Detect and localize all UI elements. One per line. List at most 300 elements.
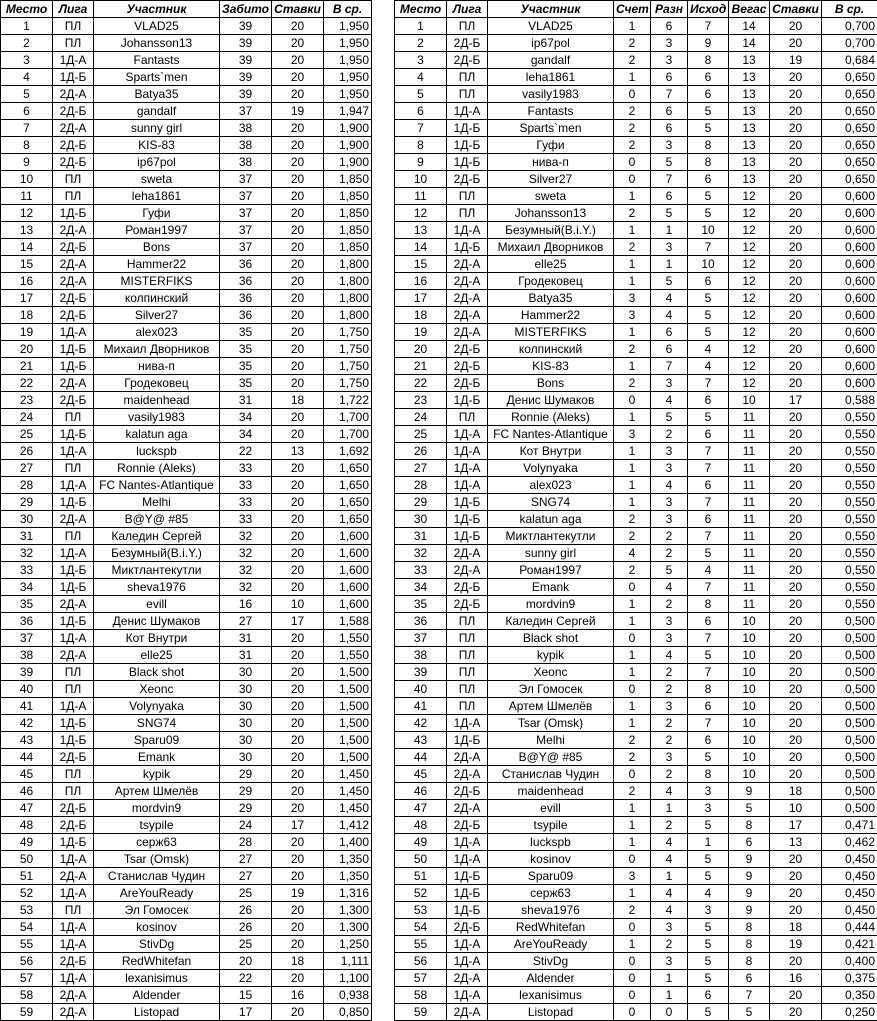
cell-place: 33 [395, 562, 447, 579]
table-row [1, 953, 372, 970]
table-row [1, 596, 372, 613]
table-row [395, 171, 877, 188]
cell-score: 2 [614, 341, 651, 358]
cell-average: 1,111 [324, 953, 372, 970]
cell-league: 2Д-А [447, 1004, 488, 1021]
cell-vegas: 10 [729, 613, 770, 630]
cell-outcome: 5 [688, 749, 729, 766]
cell-average: 1,600 [324, 545, 372, 562]
cell-bets: 20 [272, 630, 324, 647]
cell-participant: mordvin9 [94, 800, 220, 817]
cell-outcome: 6 [688, 477, 729, 494]
cell-vegas: 13 [729, 52, 770, 69]
cell-scored: 26 [220, 919, 272, 936]
cell-league: 2Д-А [447, 562, 488, 579]
cell-vegas: 11 [729, 477, 770, 494]
cell-score: 2 [614, 52, 651, 69]
table-row [395, 188, 877, 205]
cell-participant: Михаил Дворников [94, 341, 220, 358]
cell-average: 0,450 [822, 885, 877, 902]
cell-average: 1,950 [324, 86, 372, 103]
cell-league: 1Д-А [447, 443, 488, 460]
cell-vegas: 5 [729, 1004, 770, 1021]
cell-average: 1,650 [324, 477, 372, 494]
cell-average: 1,450 [324, 800, 372, 817]
cell-score: 1 [614, 936, 651, 953]
header-bets: Ставки [272, 1, 324, 18]
cell-bets: 20 [770, 885, 822, 902]
cell-average: 0,600 [822, 205, 877, 222]
cell-bets: 20 [770, 273, 822, 290]
cell-average: 1,650 [324, 460, 372, 477]
cell-league: 2Д-Б [447, 596, 488, 613]
cell-outcome: 6 [688, 987, 729, 1004]
cell-scored: 26 [220, 902, 272, 919]
cell-scored: 25 [220, 936, 272, 953]
cell-scored: 29 [220, 766, 272, 783]
cell-league: 2Д-Б [53, 392, 94, 409]
cell-participant: kosinov [94, 919, 220, 936]
cell-league: 1Д-Б [53, 69, 94, 86]
cell-score: 1 [614, 715, 651, 732]
cell-participant: Безумный(B.i.Y.) [488, 222, 614, 239]
table-row [1, 545, 372, 562]
cell-place: 3 [395, 52, 447, 69]
cell-league: 2Д-А [447, 290, 488, 307]
cell-scored: 36 [220, 290, 272, 307]
cell-bets: 20 [272, 919, 324, 936]
cell-average: 0,650 [822, 137, 877, 154]
table-row [395, 902, 877, 919]
cell-participant: Aldender [94, 987, 220, 1004]
cell-bets: 20 [770, 188, 822, 205]
table-row [1, 630, 372, 647]
table-row [395, 919, 877, 936]
cell-average: 0,500 [822, 681, 877, 698]
cell-participant: Tsar (Omsk) [488, 715, 614, 732]
cell-participant: Melhi [94, 494, 220, 511]
cell-participant: alex023 [94, 324, 220, 341]
cell-league: ПЛ [447, 188, 488, 205]
cell-league: 2Д-Б [447, 358, 488, 375]
cell-league: ПЛ [447, 630, 488, 647]
table-row [1, 205, 372, 222]
cell-league: 2Д-А [447, 749, 488, 766]
cell-score: 1 [614, 222, 651, 239]
cell-bets: 20 [770, 647, 822, 664]
cell-vegas: 9 [729, 783, 770, 800]
cell-participant: Emank [488, 579, 614, 596]
cell-participant: ip67pol [94, 154, 220, 171]
cell-score: 1 [614, 800, 651, 817]
cell-average: 1,500 [324, 749, 372, 766]
cell-league: 2Д-А [53, 222, 94, 239]
cell-diff: 2 [651, 766, 688, 783]
cell-average: 1,950 [324, 18, 372, 35]
cell-scored: 22 [220, 970, 272, 987]
cell-score: 1 [614, 273, 651, 290]
cell-league: 2Д-А [447, 800, 488, 817]
cell-bets: 20 [272, 936, 324, 953]
cell-average: 0,500 [822, 800, 877, 817]
cell-place: 37 [395, 630, 447, 647]
cell-place: 32 [1, 545, 53, 562]
cell-average: 0,462 [822, 834, 877, 851]
cell-bets: 20 [770, 868, 822, 885]
cell-scored: 32 [220, 528, 272, 545]
cell-score: 3 [614, 290, 651, 307]
cell-diff: 3 [651, 749, 688, 766]
cell-scored: 27 [220, 613, 272, 630]
cell-diff: 4 [651, 851, 688, 868]
cell-score: 1 [614, 885, 651, 902]
cell-league: ПЛ [447, 18, 488, 35]
cell-place: 11 [395, 188, 447, 205]
cell-place: 34 [1, 579, 53, 596]
cell-average: 0,700 [822, 18, 877, 35]
cell-league: ПЛ [53, 18, 94, 35]
cell-diff: 5 [651, 562, 688, 579]
table-row [395, 256, 877, 273]
cell-participant: kypik [94, 766, 220, 783]
table-row [395, 613, 877, 630]
cell-place: 55 [1, 936, 53, 953]
cell-outcome: 3 [688, 800, 729, 817]
cell-participant: elle25 [94, 647, 220, 664]
cell-scored: 38 [220, 137, 272, 154]
cell-outcome: 10 [688, 222, 729, 239]
header-score: Счет [614, 1, 651, 18]
cell-participant: нива-п [488, 154, 614, 171]
cell-place: 42 [395, 715, 447, 732]
cell-participant: kosinov [488, 851, 614, 868]
table-row [1, 766, 372, 783]
cell-participant: Listopad [94, 1004, 220, 1021]
cell-participant: Роман1997 [94, 222, 220, 239]
cell-league: ПЛ [447, 86, 488, 103]
table-row [1, 902, 372, 919]
cell-bets: 20 [272, 205, 324, 222]
table-row [1, 222, 372, 239]
cell-participant: Xeonc [488, 664, 614, 681]
table-row [395, 18, 877, 35]
cell-participant: Listopad [488, 1004, 614, 1021]
cell-bets: 20 [770, 307, 822, 324]
cell-vegas: 12 [729, 222, 770, 239]
cell-league: 2Д-Б [447, 919, 488, 936]
cell-diff: 5 [651, 409, 688, 426]
cell-league: 1Д-А [447, 851, 488, 868]
cell-vegas: 7 [729, 987, 770, 1004]
cell-vegas: 13 [729, 86, 770, 103]
cell-vegas: 12 [729, 256, 770, 273]
cell-scored: 30 [220, 664, 272, 681]
cell-vegas: 13 [729, 137, 770, 154]
table-row [395, 647, 877, 664]
cell-place: 53 [1, 902, 53, 919]
cell-vegas: 11 [729, 460, 770, 477]
cell-place: 50 [1, 851, 53, 868]
cell-bets: 20 [770, 103, 822, 120]
cell-diff: 5 [651, 205, 688, 222]
cell-league: 1Д-А [53, 919, 94, 936]
cell-league: 1Д-А [53, 698, 94, 715]
cell-league: 2Д-Б [53, 137, 94, 154]
cell-average: 1,316 [324, 885, 372, 902]
cell-score: 1 [614, 324, 651, 341]
cell-vegas: 11 [729, 545, 770, 562]
cell-average: 0,588 [822, 392, 877, 409]
cell-scored: 33 [220, 511, 272, 528]
cell-outcome: 5 [688, 647, 729, 664]
cell-league: 1Д-А [447, 987, 488, 1004]
cell-place: 25 [395, 426, 447, 443]
cell-place: 21 [1, 358, 53, 375]
cell-score: 1 [614, 647, 651, 664]
cell-outcome: 1 [688, 834, 729, 851]
cell-score: 2 [614, 511, 651, 528]
table-row [395, 120, 877, 137]
cell-participant: MISTERFIKS [94, 273, 220, 290]
cell-bets: 20 [272, 307, 324, 324]
cell-bets: 20 [770, 613, 822, 630]
cell-participant: FC Nantes-Atlantique [94, 477, 220, 494]
cell-outcome: 9 [688, 35, 729, 52]
cell-bets: 20 [770, 324, 822, 341]
cell-participant: Миктлантекутли [94, 562, 220, 579]
cell-league: 1Д-А [53, 885, 94, 902]
cell-participant: lexanisimus [94, 970, 220, 987]
cell-average: 1,900 [324, 154, 372, 171]
cell-diff: 6 [651, 103, 688, 120]
cell-outcome: 5 [688, 953, 729, 970]
cell-league: ПЛ [447, 613, 488, 630]
cell-place: 3 [1, 52, 53, 69]
cell-bets: 20 [770, 715, 822, 732]
header-average: В ср. [324, 1, 372, 18]
cell-average: 0,400 [822, 953, 877, 970]
cell-league: 1Д-А [53, 545, 94, 562]
cell-place: 5 [395, 86, 447, 103]
cell-score: 1 [614, 698, 651, 715]
cell-average: 0,500 [822, 613, 877, 630]
cell-diff: 2 [651, 817, 688, 834]
cell-bets: 20 [272, 715, 324, 732]
cell-outcome: 4 [688, 358, 729, 375]
cell-participant: Batya35 [94, 86, 220, 103]
cell-participant: maidenhead [488, 783, 614, 800]
cell-place: 53 [395, 902, 447, 919]
cell-participant: SNG74 [94, 715, 220, 732]
cell-bets: 20 [272, 409, 324, 426]
cell-average: 1,700 [324, 409, 372, 426]
cell-outcome: 7 [688, 494, 729, 511]
cell-outcome: 7 [688, 375, 729, 392]
cell-league: 1Д-А [447, 103, 488, 120]
table-row [1, 375, 372, 392]
table-row [395, 664, 877, 681]
cell-bets: 20 [272, 783, 324, 800]
cell-average: 1,950 [324, 35, 372, 52]
table-row [395, 1004, 877, 1021]
cell-bets: 20 [770, 630, 822, 647]
cell-participant: Bons [488, 375, 614, 392]
cell-league: ПЛ [53, 171, 94, 188]
cell-league: 2Д-Б [53, 749, 94, 766]
cell-place: 28 [1, 477, 53, 494]
cell-participant: B@Y@ #85 [94, 511, 220, 528]
cell-league: 1Д-Б [447, 392, 488, 409]
cell-league: 1Д-А [447, 460, 488, 477]
cell-score: 2 [614, 103, 651, 120]
cell-score: 2 [614, 35, 651, 52]
cell-league: ПЛ [447, 205, 488, 222]
cell-scored: 31 [220, 647, 272, 664]
table-row [395, 324, 877, 341]
cell-place: 43 [395, 732, 447, 749]
cell-place: 41 [395, 698, 447, 715]
table-row [1, 409, 372, 426]
cell-diff: 3 [651, 375, 688, 392]
cell-league: 2Д-Б [53, 154, 94, 171]
cell-average: 1,550 [324, 630, 372, 647]
cell-league: ПЛ [53, 528, 94, 545]
cell-bets: 20 [770, 290, 822, 307]
cell-vegas: 14 [729, 18, 770, 35]
cell-place: 27 [395, 460, 447, 477]
table-row [1, 154, 372, 171]
cell-bets: 20 [770, 987, 822, 1004]
cell-score: 1 [614, 596, 651, 613]
cell-place: 31 [1, 528, 53, 545]
cell-bets: 20 [272, 18, 324, 35]
cell-diff: 4 [651, 290, 688, 307]
cell-scored: 35 [220, 324, 272, 341]
cell-place: 33 [1, 562, 53, 579]
cell-vegas: 12 [729, 375, 770, 392]
table-row [395, 596, 877, 613]
cell-average: 1,400 [324, 834, 372, 851]
table-row [395, 800, 877, 817]
cell-scored: 16 [220, 596, 272, 613]
cell-participant: Black shot [488, 630, 614, 647]
cell-league: ПЛ [447, 409, 488, 426]
cell-diff: 6 [651, 324, 688, 341]
cell-place: 47 [1, 800, 53, 817]
cell-bets: 20 [770, 766, 822, 783]
cell-diff: 3 [651, 698, 688, 715]
cell-score: 0 [614, 766, 651, 783]
cell-place: 44 [1, 749, 53, 766]
cell-place: 36 [395, 613, 447, 630]
cell-bets: 20 [272, 1004, 324, 1021]
cell-bets: 20 [770, 528, 822, 545]
table-row [1, 987, 372, 1004]
table-row [395, 562, 877, 579]
cell-place: 35 [1, 596, 53, 613]
cell-place: 19 [1, 324, 53, 341]
cell-diff: 1 [651, 256, 688, 273]
header-vegas: Вегас [729, 1, 770, 18]
cell-outcome: 3 [688, 783, 729, 800]
cell-average: 1,692 [324, 443, 372, 460]
cell-league: 1Д-А [447, 477, 488, 494]
cell-outcome: 7 [688, 239, 729, 256]
cell-place: 39 [1, 664, 53, 681]
cell-score: 2 [614, 239, 651, 256]
cell-bets: 20 [272, 358, 324, 375]
table-row [395, 341, 877, 358]
table-row [395, 834, 877, 851]
cell-score: 1 [614, 358, 651, 375]
cell-diff: 6 [651, 188, 688, 205]
cell-outcome: 8 [688, 52, 729, 69]
cell-outcome: 5 [688, 817, 729, 834]
cell-vegas: 11 [729, 579, 770, 596]
cell-bets: 20 [770, 239, 822, 256]
cell-bets: 20 [272, 800, 324, 817]
cell-league: 2Д-А [53, 647, 94, 664]
table-row [1, 307, 372, 324]
cell-bets: 20 [272, 239, 324, 256]
cell-participant: KIS-83 [488, 358, 614, 375]
cell-bets: 20 [770, 494, 822, 511]
header-league: Лига [53, 1, 94, 18]
cell-score: 1 [614, 477, 651, 494]
cell-league: ПЛ [447, 664, 488, 681]
cell-average: 1,850 [324, 171, 372, 188]
cell-average: 1,600 [324, 579, 372, 596]
cell-outcome: 5 [688, 188, 729, 205]
cell-average: 1,750 [324, 358, 372, 375]
cell-league: 1Д-А [447, 953, 488, 970]
cell-place: 45 [1, 766, 53, 783]
cell-score: 0 [614, 171, 651, 188]
table-row [1, 358, 372, 375]
table-row [395, 137, 877, 154]
cell-place: 42 [1, 715, 53, 732]
cell-league: 1Д-Б [53, 732, 94, 749]
cell-scored: 37 [220, 222, 272, 239]
cell-league: 1Д-А [447, 936, 488, 953]
cell-scored: 30 [220, 715, 272, 732]
cell-outcome: 7 [688, 579, 729, 596]
cell-vegas: 10 [729, 766, 770, 783]
cell-outcome: 7 [688, 528, 729, 545]
cell-diff: 6 [651, 69, 688, 86]
cell-place: 58 [395, 987, 447, 1004]
cell-participant: alex023 [488, 477, 614, 494]
cell-diff: 2 [651, 732, 688, 749]
cell-league: 1Д-Б [447, 868, 488, 885]
cell-place: 20 [395, 341, 447, 358]
cell-league: 2Д-Б [53, 239, 94, 256]
cell-average: 0,650 [822, 69, 877, 86]
cell-place: 5 [1, 86, 53, 103]
cell-vegas: 13 [729, 103, 770, 120]
cell-league: 2Д-А [53, 868, 94, 885]
cell-diff: 4 [651, 902, 688, 919]
cell-vegas: 13 [729, 69, 770, 86]
cell-participant: sunny girl [488, 545, 614, 562]
cell-scored: 31 [220, 630, 272, 647]
cell-average: 1,550 [324, 647, 372, 664]
cell-bets: 20 [770, 851, 822, 868]
table-row [395, 392, 877, 409]
cell-average: 1,950 [324, 52, 372, 69]
cell-league: 1Д-Б [447, 154, 488, 171]
cell-league: ПЛ [53, 783, 94, 800]
